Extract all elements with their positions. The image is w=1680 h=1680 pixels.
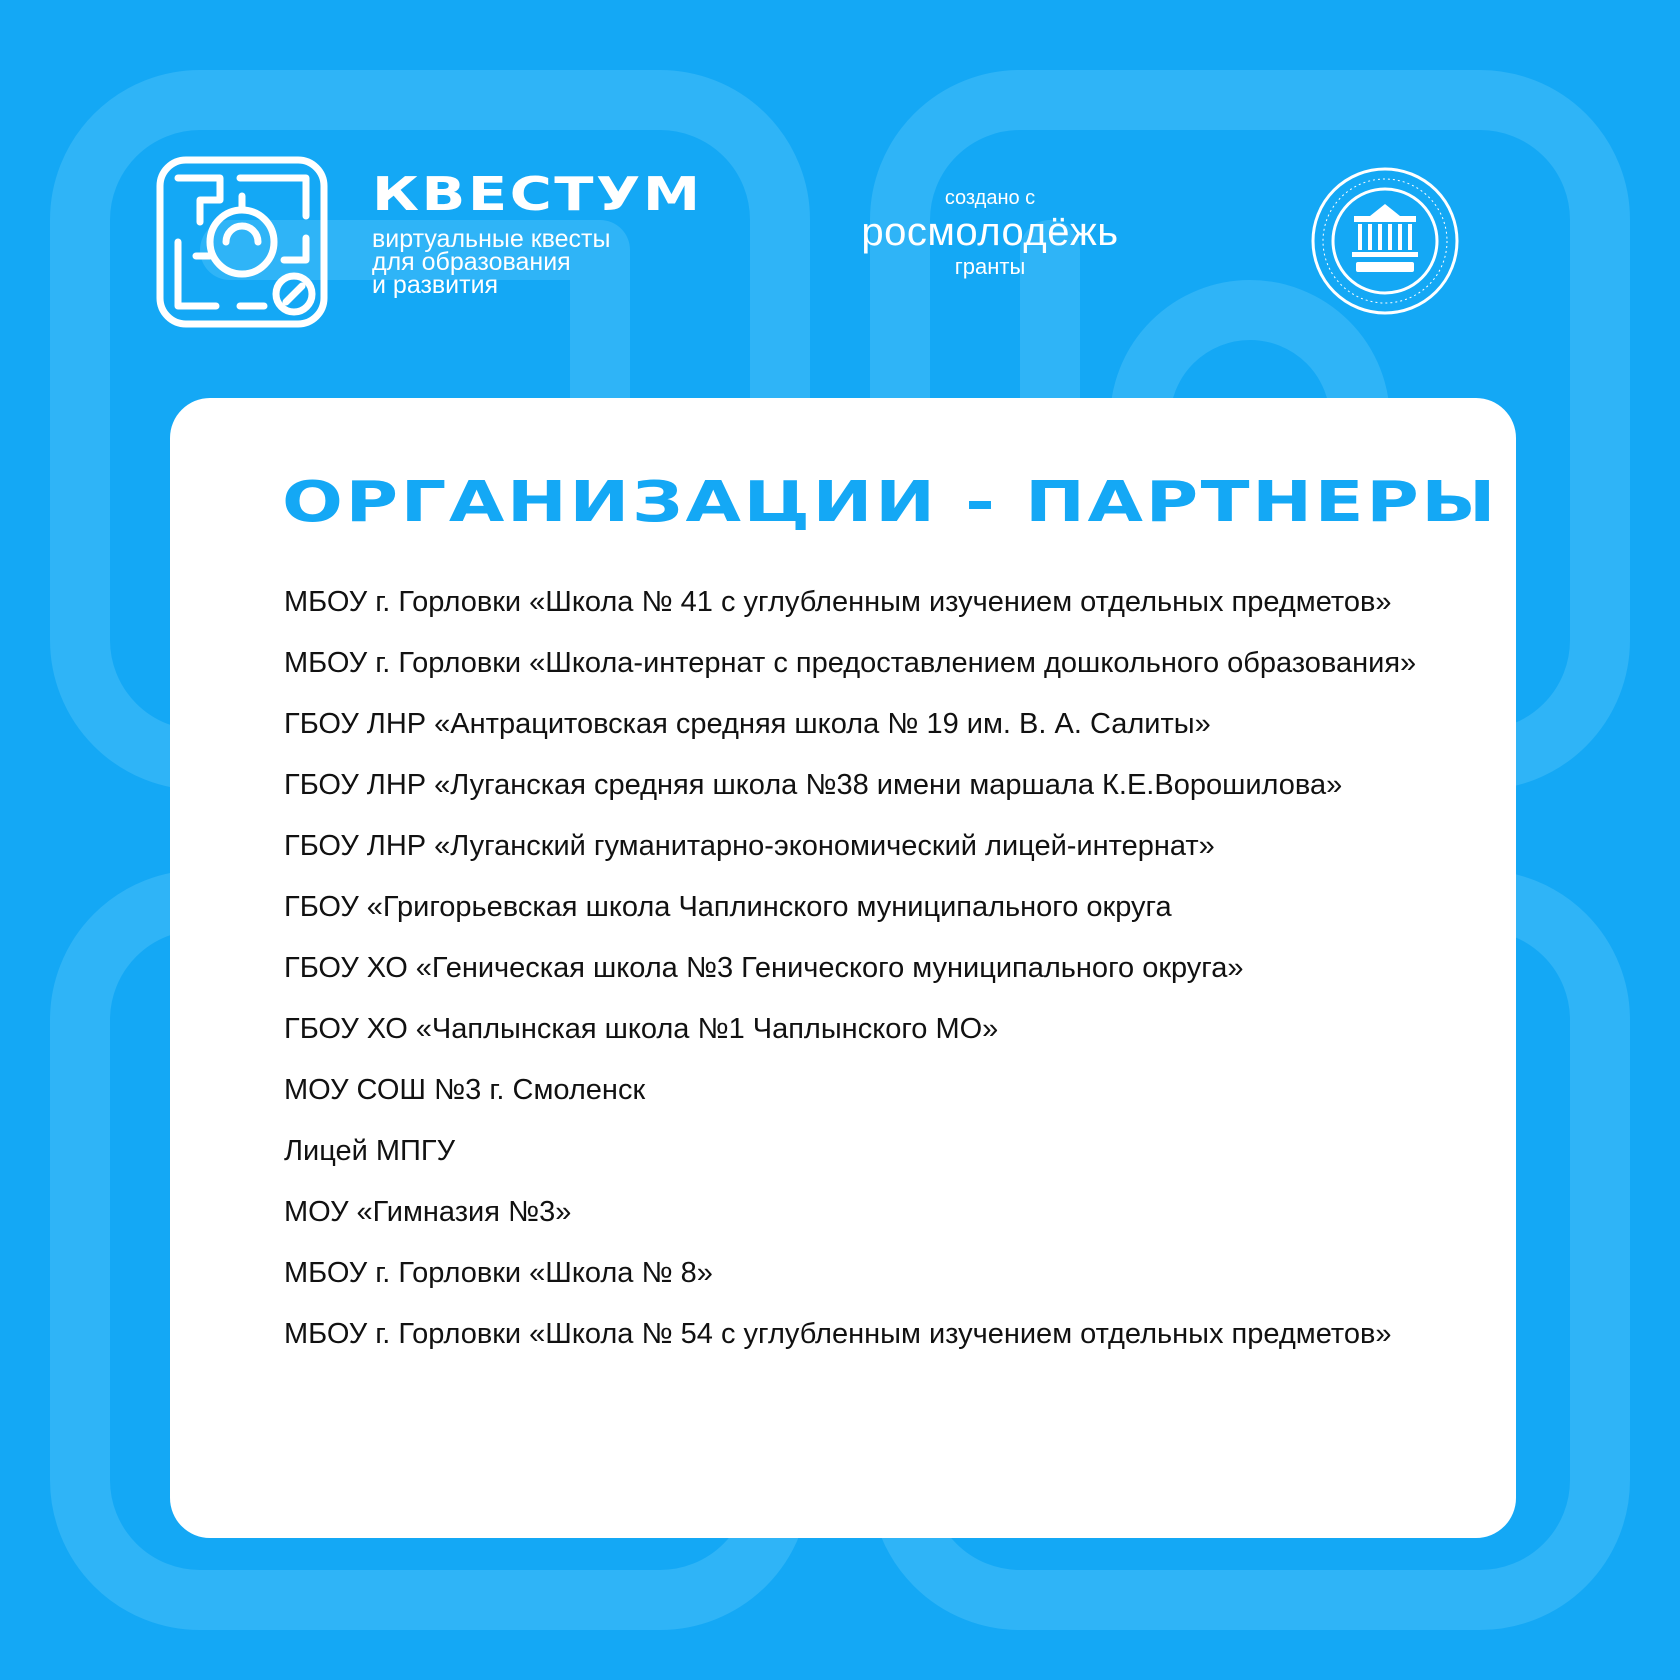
list-item: Лицей МПГУ: [284, 1135, 456, 1167]
list-item: МОУ СОШ №3 г. Смоленск: [284, 1074, 646, 1106]
list-item: ГБОУ ХО «Чаплынская школа №1 Чаплынского МО»: [284, 1013, 999, 1045]
partners-card: [170, 398, 1516, 1538]
maze-logo-icon: [156, 156, 328, 328]
list-item: ГБОУ ЛНР «Луганская средняя школа №38 имени маршала К.Е.Ворошилова»: [284, 769, 1343, 801]
grant-top-text: создано с: [944, 187, 1036, 209]
card-title: ОРГАНИЗАЦИИ - ПАРТНЕРЫ: [282, 470, 1499, 535]
list-item: МБОУ г. Горловки «Школа-интернат с предоставлением дошкольного образования»: [284, 647, 1417, 679]
brand-tagline-line: для образования: [372, 248, 571, 276]
partners-list: [284, 584, 1484, 1377]
list-item: ГБОУ «Григорьевская школа Чаплинского муниципального округа: [284, 891, 1172, 923]
header: [0, 0, 1680, 360]
list-item: ГБОУ ЛНР «Антрацитовская средняя школа № 19 им. В. А. Салиты»: [284, 708, 1211, 740]
list-item: МБОУ г. Горловки «Школа № 8»: [284, 1257, 713, 1289]
brand-tagline-line: и развития: [372, 271, 499, 299]
brand-name: КВЕСТУМ: [372, 167, 703, 221]
brand-tagline: [372, 225, 636, 299]
brand-block: [372, 167, 703, 299]
list-item: МБОУ г. Горловки «Школа № 54 с углубленным изучением отдельных предметов»: [284, 1318, 1392, 1350]
brand-tagline-line: виртуальные квесты: [372, 225, 611, 253]
university-seal-icon: [1310, 166, 1460, 316]
list-item: МБОУ г. Горловки «Школа № 41 с углубленным изучением отдельных предметов»: [284, 586, 1392, 618]
grant-logo: [820, 186, 1160, 280]
list-item: ГБОУ ЛНР «Луганский гуманитарно-экономический лицей-интернат»: [284, 830, 1215, 862]
grant-bottom-text: гранты: [954, 254, 1026, 279]
list-item: ГБОУ ХО «Геническая школа №3 Генического муниципального округа»: [284, 952, 1244, 984]
grant-name: росмолодёжь: [861, 210, 1119, 254]
list-item: МОУ «Гимназия №3»: [284, 1196, 572, 1228]
